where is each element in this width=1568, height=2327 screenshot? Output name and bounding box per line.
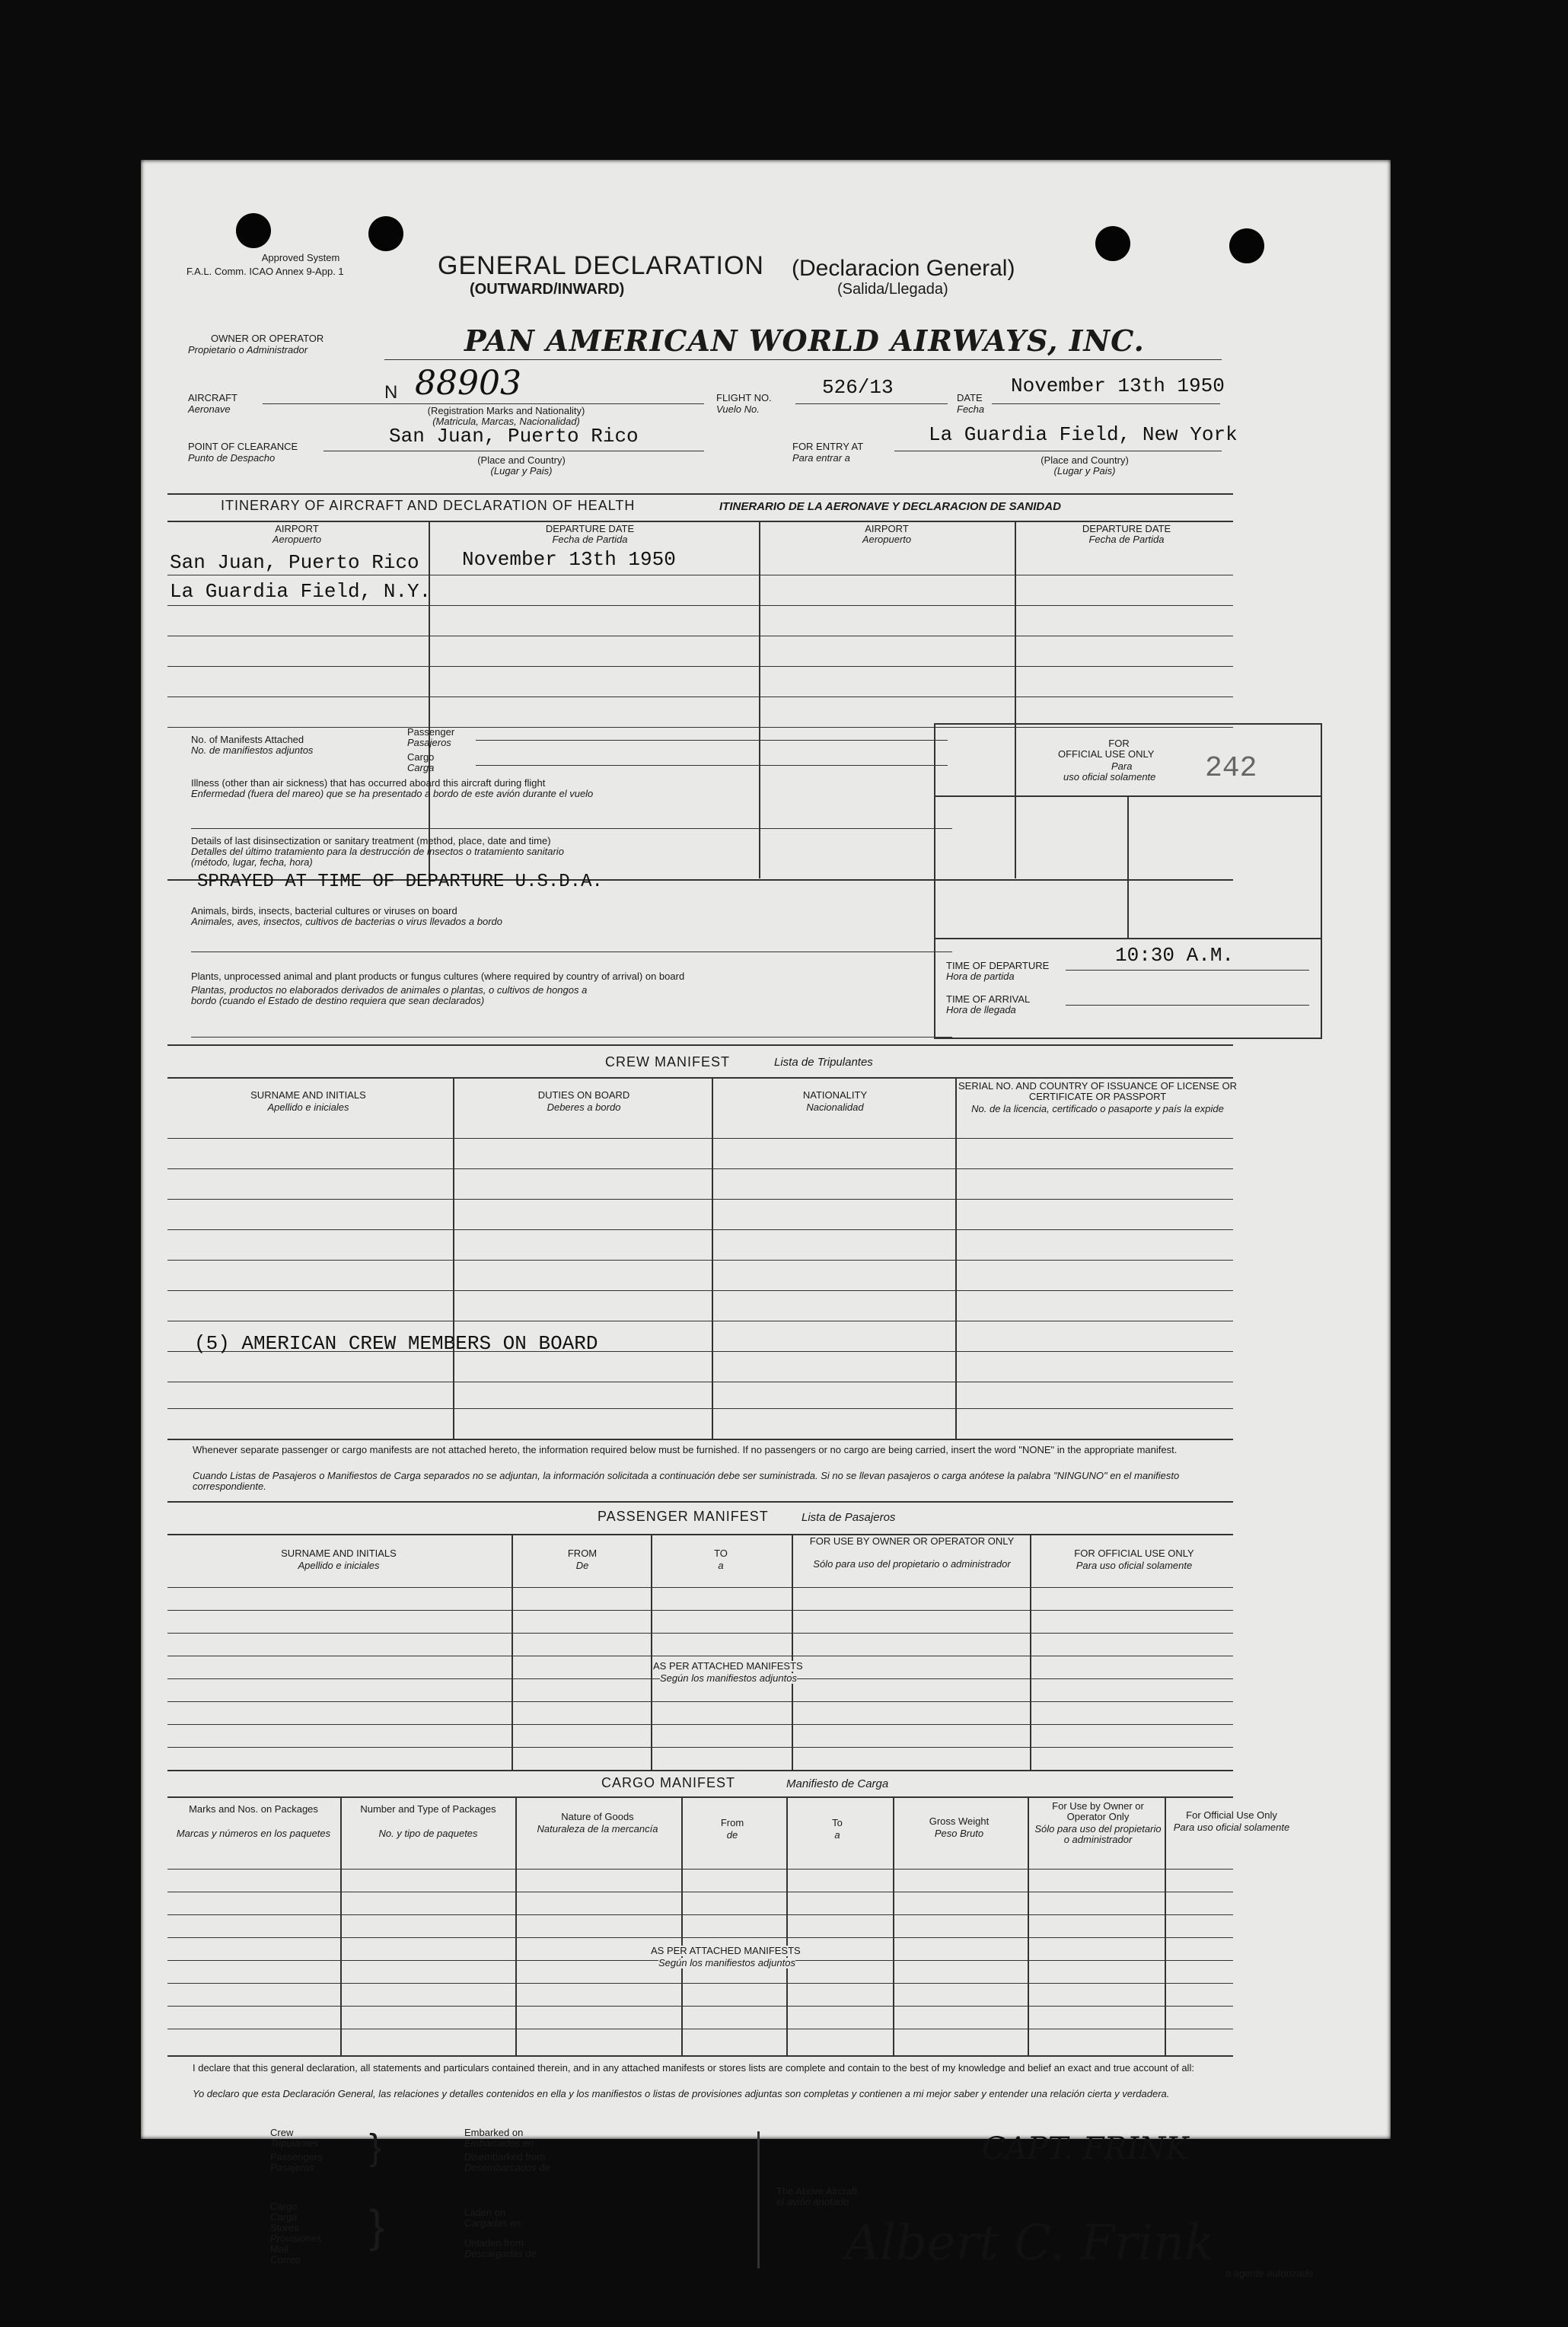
decl-disembarked-es: Desembarcados de bbox=[464, 2162, 550, 2173]
clearance-label-es: Punto de Despacho bbox=[188, 452, 276, 464]
manifests-label: No. of Manifests Attached bbox=[191, 734, 304, 745]
itin-col1-es: Aeropuerto bbox=[272, 534, 322, 545]
entry-note: (Place and Country) bbox=[1041, 454, 1129, 466]
cargo-col2: Number and Type of Packages bbox=[360, 1803, 496, 1815]
cargo-col3: Nature of Goods bbox=[561, 1811, 634, 1822]
animals-label: Animals, birds, insects, bacterial cultures or viruses on board bbox=[191, 905, 457, 916]
official-label: OFFICIAL USE ONLY bbox=[1058, 748, 1155, 760]
approved-system: Approved System bbox=[261, 252, 340, 263]
official-number: 242 bbox=[1205, 752, 1257, 785]
official-para: Para bbox=[1111, 760, 1133, 772]
itin-row1-airport: San Juan, Puerto Rico bbox=[170, 551, 419, 574]
decl-passengers: Passengers bbox=[270, 2151, 323, 2163]
itin-col3-es: Aeropuerto bbox=[862, 534, 912, 545]
flight-date: November 13th 1950 bbox=[1011, 375, 1225, 397]
pax-col2: FROM bbox=[567, 1548, 598, 1559]
pax-stamp-es: Según los manifiestos adjuntos bbox=[660, 1672, 797, 1684]
cargo-col2-es: No. y tipo de paquetes bbox=[378, 1828, 478, 1839]
plants-label-es: Plantas, productos no elaborados derivados de animales o plantas, o cultivos de hongos a bbox=[191, 984, 588, 996]
departure-time-label-es: Hora de partida bbox=[946, 971, 1015, 982]
registration-prefix: N bbox=[384, 382, 398, 403]
form-title-es: (Declaracion General) bbox=[792, 256, 1015, 281]
decl-disembarked: Disembarked from bbox=[464, 2151, 546, 2163]
departure-time-label: TIME OF DEPARTURE bbox=[946, 960, 1050, 971]
arrival-time-label-es: Hora de llegada bbox=[946, 1004, 1016, 1015]
decl-embarked: Embarked on bbox=[464, 2127, 524, 2138]
decl-cargo-es: Carga bbox=[270, 2211, 298, 2223]
flight-label-es: Vuelo No. bbox=[716, 403, 760, 415]
itin-row2-airport: La Guardia Field, N.Y. bbox=[170, 580, 432, 603]
entry-note-es: (Lugar y Pais) bbox=[1053, 465, 1116, 477]
disinsect-label-es2: (método, lugar, fecha, hora) bbox=[191, 856, 313, 868]
decl-mail-es: Correo bbox=[270, 2254, 301, 2265]
captain-signature: Albert C. Frink bbox=[845, 2215, 1215, 2271]
crew-heading-es: Lista de Tripulantes bbox=[774, 1056, 873, 1069]
cargo-heading-es: Manifiesto de Carga bbox=[786, 1777, 889, 1790]
crew-col3: NATIONALITY bbox=[802, 1089, 868, 1101]
date-label: DATE bbox=[957, 392, 983, 403]
cargo-col7: For Use by Owner or Operator Only bbox=[1052, 1800, 1144, 1822]
pax-col2-es: De bbox=[575, 1560, 589, 1571]
passenger-heading-es: Lista de Pasajeros bbox=[802, 1511, 896, 1524]
disinsect-label-es: Detalles del último tratamiento para la destrucción de insectos o tratamiento sanitario bbox=[191, 846, 564, 857]
crew-col2: DUTIES ON BOARD bbox=[537, 1089, 630, 1101]
cargo-col8: For Official Use Only bbox=[1186, 1809, 1277, 1821]
pax-col1: SURNAME AND INITIALS bbox=[281, 1548, 397, 1559]
decl-stores-es: Provisiones bbox=[270, 2233, 322, 2244]
punch-hole-1 bbox=[236, 213, 271, 248]
signature-caption: o agente autorizado bbox=[1225, 2268, 1313, 2279]
entry-label: FOR ENTRY AT bbox=[792, 441, 864, 452]
cargo-col4-es: de bbox=[726, 1829, 738, 1841]
clearance-note-es: (Lugar y Pais) bbox=[490, 465, 553, 477]
itin-col3: AIRPORT bbox=[865, 523, 909, 534]
cargo-stamp: AS PER ATTACHED MANIFESTS bbox=[651, 1945, 801, 1956]
manifests-label-es: No. de manifiestos adjuntos bbox=[191, 744, 314, 756]
itin-col1: AIRPORT bbox=[275, 523, 319, 534]
registration-note: (Registration Marks and Nationality) bbox=[427, 405, 585, 416]
cargo-col1-es: Marcas y números en los paquetes bbox=[176, 1828, 331, 1839]
brace-1: } bbox=[369, 2128, 382, 2168]
itinerary-heading-es: ITINERARIO DE LA AERONAVE Y DECLARACION DE SANIDAD bbox=[719, 500, 1061, 513]
decl-crew: Crew bbox=[270, 2127, 294, 2138]
decl-embarked-es: Embarcados en bbox=[464, 2137, 534, 2149]
clearance-note: (Place and Country) bbox=[477, 454, 566, 466]
illness-label-es: Enfermedad (fuera del mareo) que se ha presentado a bordo de este avión durante el vuelo bbox=[191, 788, 594, 799]
decl-stores: Stores bbox=[270, 2222, 299, 2233]
itin-col4: DEPARTURE DATE bbox=[1082, 523, 1171, 534]
itin-col4-es: Fecha de Partida bbox=[1088, 534, 1165, 545]
itinerary-heading: ITINERARY OF AIRCRAFT AND DECLARATION OF HEALTH bbox=[221, 498, 636, 513]
crew-col2-es: Deberes a bordo bbox=[547, 1101, 621, 1113]
decl-mail: Mail bbox=[270, 2243, 288, 2255]
cargo-col7-es: Sólo para uso del propietario o administrador bbox=[1034, 1823, 1162, 1845]
decl-aircraft-es: el avión anotado bbox=[776, 2196, 849, 2207]
pax-col4-es: Sólo para uso del propietario o administrador bbox=[813, 1558, 1011, 1570]
crew-heading: CREW MANIFEST bbox=[605, 1054, 730, 1069]
pax-col1-es: Apellido e iniciales bbox=[298, 1560, 380, 1571]
cargo-col6-es: Peso Bruto bbox=[934, 1828, 984, 1839]
pax-stamp: AS PER ATTACHED MANIFESTS bbox=[653, 1660, 803, 1672]
fal-reference: F.A.L. Comm. ICAO Annex 9-App. 1 bbox=[186, 266, 344, 277]
date-label-es: Fecha bbox=[957, 403, 985, 415]
declaration-en: I declare that this general declaration, all statements and particulars contained therein, and in any attached manifests or stores lists are complete and contain to the best of my knowledge and belief an exact and true account of all: bbox=[193, 2062, 1194, 2074]
decl-aircraft: The Above Aircraft bbox=[776, 2185, 858, 2197]
owner-value: PAN AMERICAN WORLD AIRWAYS, INC. bbox=[464, 324, 1145, 358]
pax-col5-es: Para uso oficial solamente bbox=[1076, 1560, 1193, 1571]
crew-col3-es: Nacionalidad bbox=[806, 1101, 864, 1113]
cargo-stamp-es: Según los manifiestos adjuntos bbox=[658, 1957, 795, 1968]
crew-col1-es: Apellido e iniciales bbox=[267, 1101, 349, 1113]
notice-es: Cuando Listas de Pasajeros o Manifiestos de Carga separados no se adjuntan, la información solicitada a continuación debe ser suministrada. Si no se llevan pasajeros o carga anótese la palabra "NINGUNO" en el manifiesto correspondiente. bbox=[193, 1470, 1180, 1492]
owner-label-es: Propietario o Administrador bbox=[188, 344, 308, 355]
owner-label: OWNER OR OPERATOR bbox=[211, 333, 324, 344]
decl-cargo: Cargo bbox=[270, 2201, 298, 2212]
registration-number: 88903 bbox=[415, 364, 521, 403]
pax-col5: FOR OFFICIAL USE ONLY bbox=[1074, 1548, 1194, 1559]
itin-col2-es: Fecha de Partida bbox=[552, 534, 628, 545]
cargo-col5: To bbox=[832, 1817, 843, 1828]
passenger-label: Passenger bbox=[407, 726, 455, 738]
form-subtitle-es: (Salida/Llegada) bbox=[837, 281, 948, 298]
aircraft-label: AIRCRAFT bbox=[188, 392, 237, 403]
punch-hole-2 bbox=[368, 216, 403, 251]
decl-laden-es: Cargadas en bbox=[464, 2217, 521, 2229]
decl-unladen-es: Descargadas de bbox=[464, 2248, 537, 2259]
passenger-heading: PASSENGER MANIFEST bbox=[598, 1509, 769, 1524]
crew-entry: (5) AMERICAN CREW MEMBERS ON BOARD bbox=[194, 1332, 598, 1355]
declaration-form bbox=[141, 160, 1391, 2279]
flight-number: 526/13 bbox=[822, 376, 894, 399]
departure-time: 10:30 A.M. bbox=[1115, 944, 1235, 967]
decl-unladen: Unladen from bbox=[464, 2237, 524, 2249]
plants-label: Plants, unprocessed animal and plant products or fungus cultures (where required by country of arrival) on board bbox=[191, 971, 685, 982]
entry-label-es: Para entrar a bbox=[792, 452, 850, 464]
arrival-time-label: TIME OF ARRIVAL bbox=[946, 993, 1031, 1005]
itin-row1-date: November 13th 1950 bbox=[462, 548, 676, 571]
itin-col2: DEPARTURE DATE bbox=[545, 523, 635, 534]
decl-passengers-es: Pasajeros bbox=[270, 2162, 314, 2173]
flight-label: FLIGHT NO. bbox=[716, 392, 772, 403]
passenger-label-es: Pasajeros bbox=[407, 737, 451, 748]
plants-label-es2: bordo (cuando el Estado de destino requiera que sean declarados) bbox=[191, 995, 485, 1006]
decl-laden: Laden on bbox=[464, 2207, 506, 2218]
pax-col4: FOR USE BY OWNER OR OPERATOR ONLY bbox=[809, 1535, 1015, 1547]
declaration-es: Yo declaro que esta Declaración General, las relaciones y detalles contenidos en ella y los manifiestos o listas de provisiones adjuntas son completas y contienen a mi mejor saber y entender una relación cierta y verdadera. bbox=[193, 2088, 1170, 2099]
crew-col4: SERIAL NO. AND COUNTRY OF ISSUANCE OF LICENSE OR CERTIFICATE OR PASSPORT bbox=[958, 1080, 1237, 1102]
cargo-label-es: Carga bbox=[407, 762, 435, 773]
official-for: FOR bbox=[1108, 738, 1130, 749]
official-label-es: uso oficial solamente bbox=[1063, 771, 1156, 783]
pax-col3-es: a bbox=[718, 1560, 724, 1571]
clearance-label: POINT OF CLEARANCE bbox=[188, 441, 298, 452]
cargo-col6: Gross Weight bbox=[929, 1815, 990, 1827]
cargo-col4: From bbox=[720, 1817, 744, 1828]
cargo-col3-es: Naturaleza de la mercancía bbox=[537, 1823, 658, 1835]
brace-2: } bbox=[369, 2201, 385, 2252]
illness-label: Illness (other than air sickness) that has occurred aboard this aircraft during flight bbox=[191, 777, 546, 789]
crew-col1: SURNAME AND INITIALS bbox=[250, 1089, 366, 1101]
cargo-label: Cargo bbox=[407, 751, 435, 763]
registration-note-es: (Matricula, Marcas, Nacionalidad) bbox=[432, 416, 580, 427]
form-title: GENERAL DECLARATION bbox=[438, 251, 764, 280]
aircraft-label-es: Aeronave bbox=[188, 403, 231, 415]
notice-en: Whenever separate passenger or cargo manifests are not attached hereto, the information required below must be furnished. If no passengers or no cargo are being carried, insert the word "NONE" in the appropriate manifest. bbox=[193, 1444, 1178, 1455]
crew-col4-es: No. de la licencia, certificado o pasaporte y país la expide bbox=[971, 1103, 1224, 1114]
punch-hole-4 bbox=[1229, 228, 1264, 263]
cargo-col8-es: Para uso oficial solamente bbox=[1173, 1822, 1290, 1833]
entry-value: La Guardia Field, New York bbox=[929, 423, 1238, 446]
cargo-col5-es: a bbox=[834, 1829, 840, 1841]
cargo-heading: CARGO MANIFEST bbox=[601, 1775, 736, 1790]
animals-label-es: Animales, aves, insectos, cultivos de bacterias o virus llevados a bordo bbox=[191, 916, 502, 927]
disinsect-label: Details of last disinsectization or sanitary treatment (method, place, date and time) bbox=[191, 835, 551, 846]
disinsect-value: SPRAYED AT TIME OF DEPARTURE U.S.D.A. bbox=[197, 872, 603, 892]
punch-hole-3 bbox=[1095, 226, 1130, 261]
cargo-col1: Marks and Nos. on Packages bbox=[189, 1803, 318, 1815]
clearance-value: San Juan, Puerto Rico bbox=[389, 425, 639, 448]
form-subtitle: (OUTWARD/INWARD) bbox=[470, 281, 625, 298]
decl-crew-es: Tripulantes bbox=[270, 2137, 319, 2149]
pax-col3: TO bbox=[714, 1548, 728, 1559]
captain-name: CAPT. FRINK bbox=[982, 2131, 1189, 2166]
